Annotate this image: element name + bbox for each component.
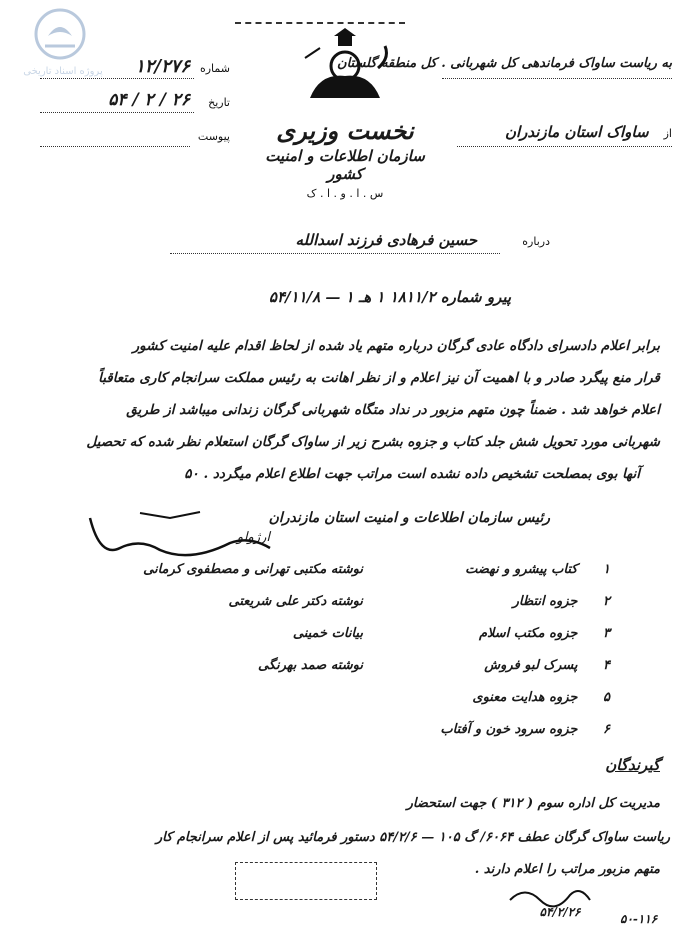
list-item-number: ۶ xyxy=(603,722,610,737)
list-item-title: پسرک لبو فروش xyxy=(484,658,578,673)
list-item-number: ۱ xyxy=(603,562,610,577)
emblem-subtitle: سازمان اطلاعات و امنیت کشور xyxy=(265,147,425,183)
from-value: ساواک استان مازندران xyxy=(504,123,649,141)
attachment-label: پیوست xyxy=(197,130,230,143)
subject-row xyxy=(70,230,550,254)
header-date-row xyxy=(40,92,230,114)
footer-date-note: ۵۴/۲/۲۶ xyxy=(539,905,581,919)
subject-value: حسین فرهادی فرزند اسدالله xyxy=(295,231,478,249)
list-item-title: جزوه انتظار xyxy=(512,594,578,609)
emblem xyxy=(265,28,425,208)
page-code: ۵۰-۱۱۶ xyxy=(620,912,658,926)
list-item-number: ۵ xyxy=(603,690,610,705)
list-item-author: نوشته مکتبی تهرانی و مصطفوی کرمانی xyxy=(143,562,363,577)
date-value: ۲۶ / ۲ / ۵۴ xyxy=(108,90,190,110)
list-item-author: بیانات خمینی xyxy=(292,626,363,641)
date-label: تاریخ xyxy=(208,96,230,109)
list-item-number: ۳ xyxy=(603,626,610,641)
list-item-title: جزوه مکتب اسلام xyxy=(478,626,578,641)
list-item-title: کتاب پیشرو و نهضت xyxy=(465,562,578,577)
watermark-icon xyxy=(20,6,100,66)
top-rule xyxy=(235,22,405,24)
list-item-title: جزوه هدایت معنوی xyxy=(472,690,578,705)
from-row xyxy=(432,122,672,146)
to-rule xyxy=(442,78,672,79)
subject-label: درباره xyxy=(522,235,550,248)
body-line: آنها بوی بمصلحت تشخیص داده نشده است مراتب جهت اطلاع اعلام میگردد . ۵۰ xyxy=(184,466,640,482)
list-item xyxy=(90,722,610,737)
body-line: شهربانی مورد تحویل شش جلد کتاب و جزوه بشرح زیر از ساواک گرگان استعلام نظر شده که تحصیل xyxy=(86,434,660,450)
number-label: شماره xyxy=(199,62,230,75)
list-item-author: نوشته دکتر علی شریعتی xyxy=(228,594,363,609)
reference-line: پیرو شماره ۱۸۱۱/۲ ۱ هـ ۱ — ۵۴/۱۱/۸ xyxy=(268,288,512,306)
list-item-author: نوشته صمد بهرنگی xyxy=(257,658,363,673)
from-label: از xyxy=(663,127,672,140)
list-item-number: ۴ xyxy=(603,658,610,673)
list-item xyxy=(90,594,610,609)
list-item xyxy=(90,562,610,577)
stamp-box xyxy=(235,862,377,900)
from-rule xyxy=(457,146,672,147)
signature-mark: ارژولو xyxy=(236,530,270,545)
watermark-text: پروژه اسناد تاریخی xyxy=(23,66,103,77)
header-attachment-row xyxy=(40,126,230,148)
emblem-code: س . ا . و . ا . ک xyxy=(306,187,384,200)
to-line: به ریاست ساواک فرماندهی کل شهربانی . کل منطقه گلستان xyxy=(337,56,672,71)
subject-rule xyxy=(170,253,500,254)
list-item xyxy=(90,690,610,705)
signature-title: رئیس سازمان اطلاعات و امنیت استان مازندران xyxy=(268,510,550,526)
recipients-line-3: متهم مزبور مراتب را اعلام دارند . xyxy=(474,862,660,877)
list-item xyxy=(90,626,610,641)
handwritten-signature-icon xyxy=(80,508,280,568)
body-line: برابر اعلام دادسرای دادگاه عادی گرگان درباره متهم یاد شده از لحاظ اقدام علیه امنیت کشور xyxy=(132,338,660,354)
body-line: اعلام خواهد شد . ضمناً چون متهم مزبور در نداد متگاه شهربانی گرگان زندانی میباشد از طریق xyxy=(126,402,660,418)
list-item xyxy=(90,658,610,673)
number-value: ۱۲/۲۷۶ xyxy=(135,56,190,77)
body-line: قرار منع پیگرد صادر و با اهمیت آن نیز اعلام و از نظر اهانت به رئیس مملکت سرانجام کاری متعاقباً xyxy=(98,370,660,386)
recipients-line-2: ریاست ساواک گرگان عطف ۶۰۶۴/ گ ۱۰۵ — ۵۴/۲/۶ دستور فرمائید پس از اعلام سرانجام کار xyxy=(155,830,670,845)
recipients-line-1: مدیریت کل اداره سوم ( ۳۱۲ ) جهت استحضار xyxy=(406,796,660,811)
recipients-heading: گیرندگان xyxy=(605,756,660,774)
list-item-number: ۲ xyxy=(603,594,610,609)
emblem-title: نخست وزیری xyxy=(276,116,414,145)
list-item-title: جزوه سرود خون و آفتاب xyxy=(440,722,578,737)
header-number-row xyxy=(40,58,230,80)
